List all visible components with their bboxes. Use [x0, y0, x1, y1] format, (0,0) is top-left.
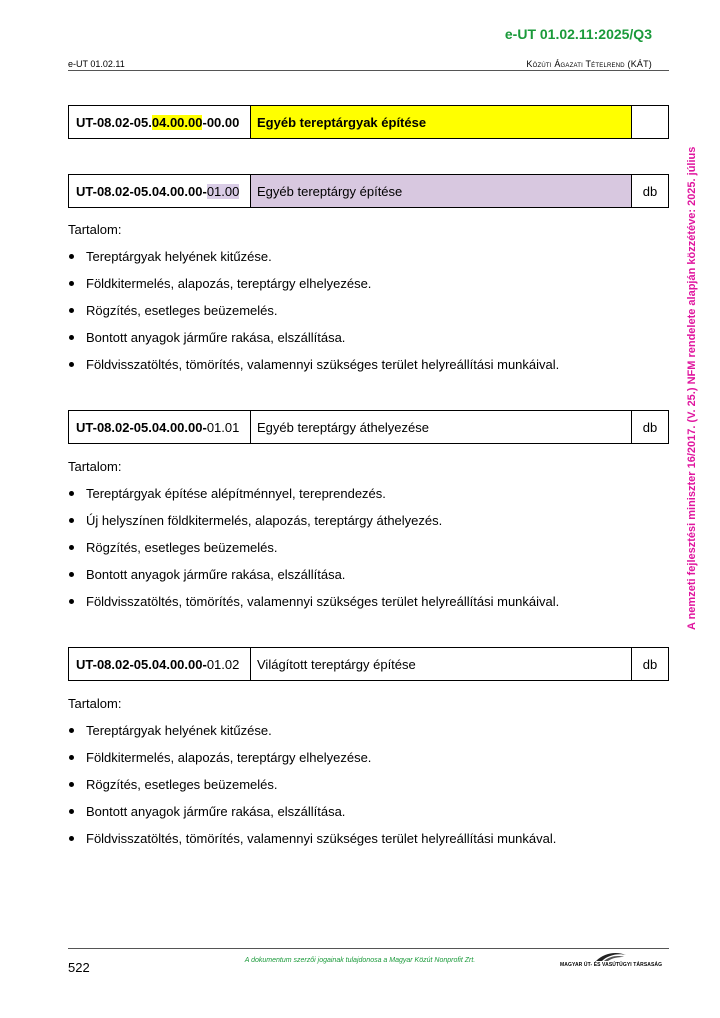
list-item: Földvisszatöltés, tömörítés, valamennyi szükséges terület helyreállítási munkával. — [68, 831, 556, 858]
list-item: Földvisszatöltés, tömörítés, valamennyi szükséges terület helyreállítási munkáival. — [68, 594, 559, 621]
list-item: Földkitermelés, alapozás, tereptárgy elhelyezése. — [68, 750, 556, 777]
item-name: Világított tereptárgy építése — [251, 648, 632, 680]
bullet-icon — [69, 755, 74, 760]
list-item: Rögzítés, esetleges beüzemelés. — [68, 777, 556, 804]
item-table-2 — [68, 410, 669, 444]
item-name: Egyéb tereptárgy építése — [251, 175, 632, 207]
item-code — [69, 648, 251, 680]
item-unit: db — [642, 656, 658, 672]
bullet-icon — [69, 281, 74, 286]
bullet-icon — [69, 809, 74, 814]
header-right-title: Közúti Ágazati Tételrend (KÁT) — [526, 59, 652, 69]
list-item: Tereptárgyak építése alépítménnyel, tereprendezés. — [68, 486, 559, 513]
item-code — [69, 411, 251, 443]
bullet-icon — [69, 836, 74, 841]
header-left-code: e-UT 01.02.11 — [68, 59, 125, 69]
item-code — [69, 175, 251, 207]
bullet-icon — [69, 572, 74, 577]
section-unit — [632, 106, 668, 138]
item-code-prefix: UT-08.02-05.04.00.00- — [76, 419, 207, 435]
section-code-prefix: UT-08.02-05. — [76, 114, 152, 130]
organization-logo — [560, 950, 663, 974]
bullet-icon — [69, 728, 74, 733]
publication-side-note: A nemzeti fejlesztési miniszter 16/2017. (V. 25.) NFM rendelete alapján közzétéve: 2025. július — [686, 146, 698, 630]
list-item: Rögzítés, esetleges beüzemelés. — [68, 540, 559, 567]
header-divider — [68, 70, 669, 71]
item-unit: db — [642, 183, 658, 199]
bullet-icon — [69, 545, 74, 550]
item-table-3 — [68, 647, 669, 681]
list-item: Rögzítés, esetleges beüzemelés. — [68, 303, 559, 330]
bullet-icon — [69, 491, 74, 496]
bullet-icon — [69, 362, 74, 367]
bullet-icon — [69, 308, 74, 313]
copyright-notice: A dokumentum szerzői jogainak tulajdonosa a Magyar Közút Nonprofit Zrt. — [244, 957, 476, 964]
section-name: Egyéb tereptárgyak építése — [251, 106, 632, 138]
item-code-suffix: 01.02 — [206, 656, 240, 672]
item-code-suffix: 01.01 — [206, 419, 240, 435]
section-code — [69, 106, 251, 138]
item-code-highlight: 01.00 — [206, 183, 240, 199]
item-unit: db — [642, 419, 658, 435]
bullet-icon — [69, 518, 74, 523]
list-item: Bontott anyagok járműre rakása, elszállítása. — [68, 330, 559, 357]
content-label: Tartalom: — [68, 459, 122, 474]
list-item: Földkitermelés, alapozás, tereptárgy elhelyezése. — [68, 276, 559, 303]
list-item: Új helyszínen földkitermelés, alapozás, tereptárgy áthelyezés. — [68, 513, 559, 540]
content-bullet-list — [68, 723, 556, 858]
content-label: Tartalom: — [68, 696, 122, 711]
list-item: Bontott anyagok járműre rakása, elszállítása. — [68, 804, 556, 831]
document-code: e-UT 01.02.11:2025/Q3 — [504, 26, 652, 42]
section-table — [68, 105, 669, 139]
list-item: Földvisszatöltés, tömörítés, valamennyi szükséges terület helyreállítási munkáival. — [68, 357, 559, 384]
bullet-icon — [69, 782, 74, 787]
section-code-suffix: -00.00 — [202, 114, 240, 130]
list-item: Bontott anyagok járműre rakása, elszállítása. — [68, 567, 559, 594]
item-code-prefix: UT-08.02-05.04.00.00- — [76, 656, 207, 672]
list-item: Tereptárgyak helyének kitűzése. — [68, 249, 559, 276]
content-bullet-list — [68, 249, 559, 384]
section-code-highlight: 04.00.00 — [151, 114, 203, 130]
logo-text: MAGYAR ÚT- ÉS VASÚTÜGYI TÁRSASÁG — [560, 962, 663, 968]
page-number: 522 — [68, 960, 90, 975]
bullet-icon — [69, 599, 74, 604]
content-label: Tartalom: — [68, 222, 122, 237]
footer-divider — [68, 948, 669, 949]
content-bullet-list — [68, 486, 559, 621]
list-item: Tereptárgyak helyének kitűzése. — [68, 723, 556, 750]
bullet-icon — [69, 254, 74, 259]
item-name: Egyéb tereptárgy áthelyezése — [251, 411, 632, 443]
item-code-prefix: UT-08.02-05.04.00.00- — [76, 183, 207, 199]
bullet-icon — [69, 335, 74, 340]
item-table-1 — [68, 174, 669, 208]
